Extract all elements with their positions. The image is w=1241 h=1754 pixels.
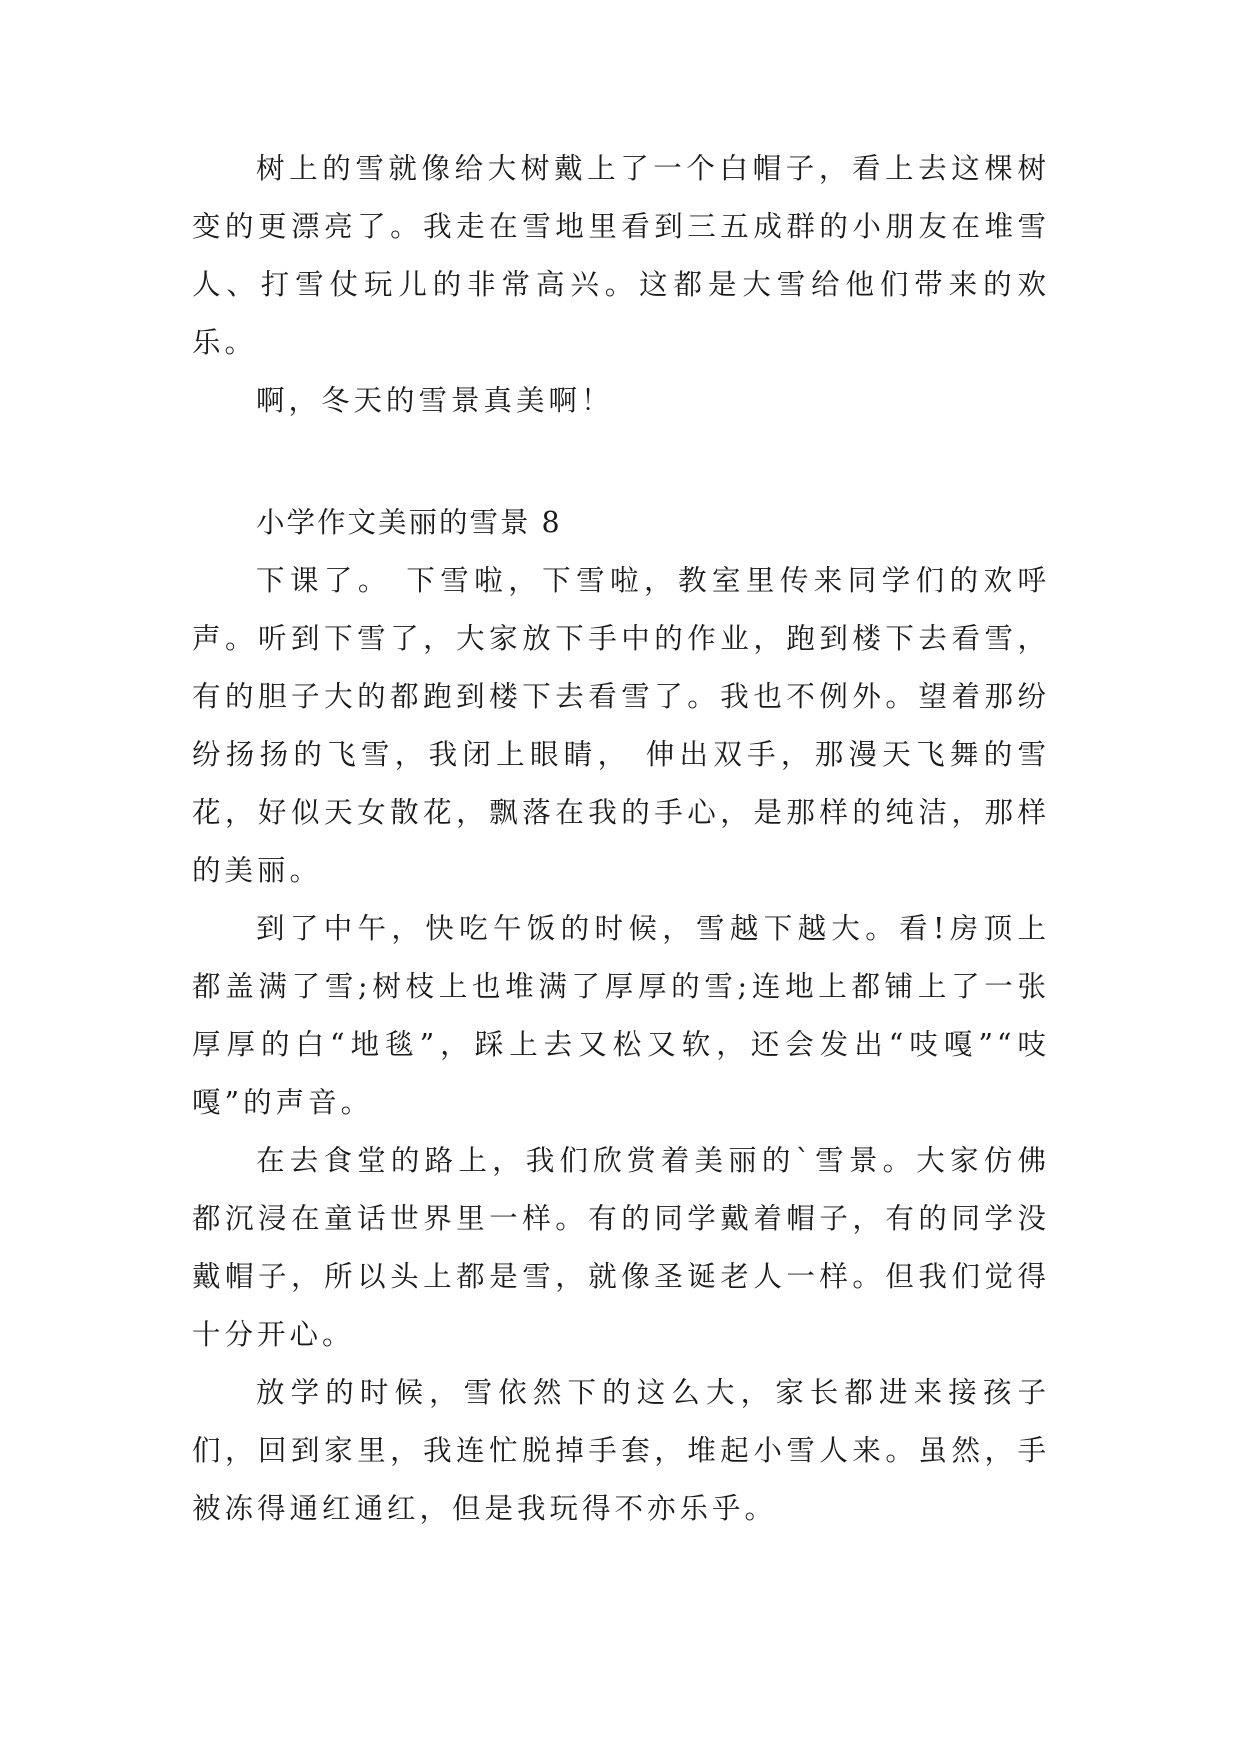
body-paragraph-1: 下课了。 下雪啦，下雪啦，教室里传来同学们的欢呼声。听到下雪了，大家放下手中的作业，跑到楼下去看雪，有的胆子大的都跑到楼下去看雪了。我也不例外。望着那纷纷扬扬的飞雪，我闭上眼睛， 伸出双手，那漫天飞舞的雪花，好似天女散花，飘落在我的手心，是那样的纯洁，那样的美丽。 [192,564,1050,887]
section-spacer [192,430,1050,494]
intro-paragraph-1: 树上的雪就像给大树戴上了一个白帽子，看上去这棵树变的更漂亮了。我走在雪地里看到三五成群的小朋友在堆雪人、打雪仗玩儿的非常高兴。这都是大雪给他们带来的欢乐。 [192,152,1050,359]
body-paragraph-4: 放学的时候，雪依然下的这么大，家长都进来接孩子们，回到家里，我连忙脱掉手套，堆起小雪人来。虽然，手被冻得通红通红，但是我玩得不亦乐乎。 [192,1376,1050,1525]
section-title: 小学作文美丽的雪景 8 [256,506,562,539]
body-paragraph-2: 到了中午，快吃午饭的时候，雪越下越大。看!房顶上都盖满了雪;树枝上也堆满了厚厚的雪;连地上都铺上了一张厚厚的白“地毯”，踩上去又松又软，还会发出“吱嘎”“吱嘎”的声音。 [192,912,1050,1119]
document-page [192,140,1050,1538]
body-paragraph-3: 在去食堂的路上，我们欣赏着美丽的`雪景。大家仿佛都沉浸在童话世界里一样。有的同学戴着帽子，有的同学没戴帽子，所以头上都是雪，就像圣诞老人一样。但我们觉得十分开心。 [192,1144,1050,1351]
intro-paragraph-2: 啊，冬天的雪景真美啊！ [256,384,614,417]
